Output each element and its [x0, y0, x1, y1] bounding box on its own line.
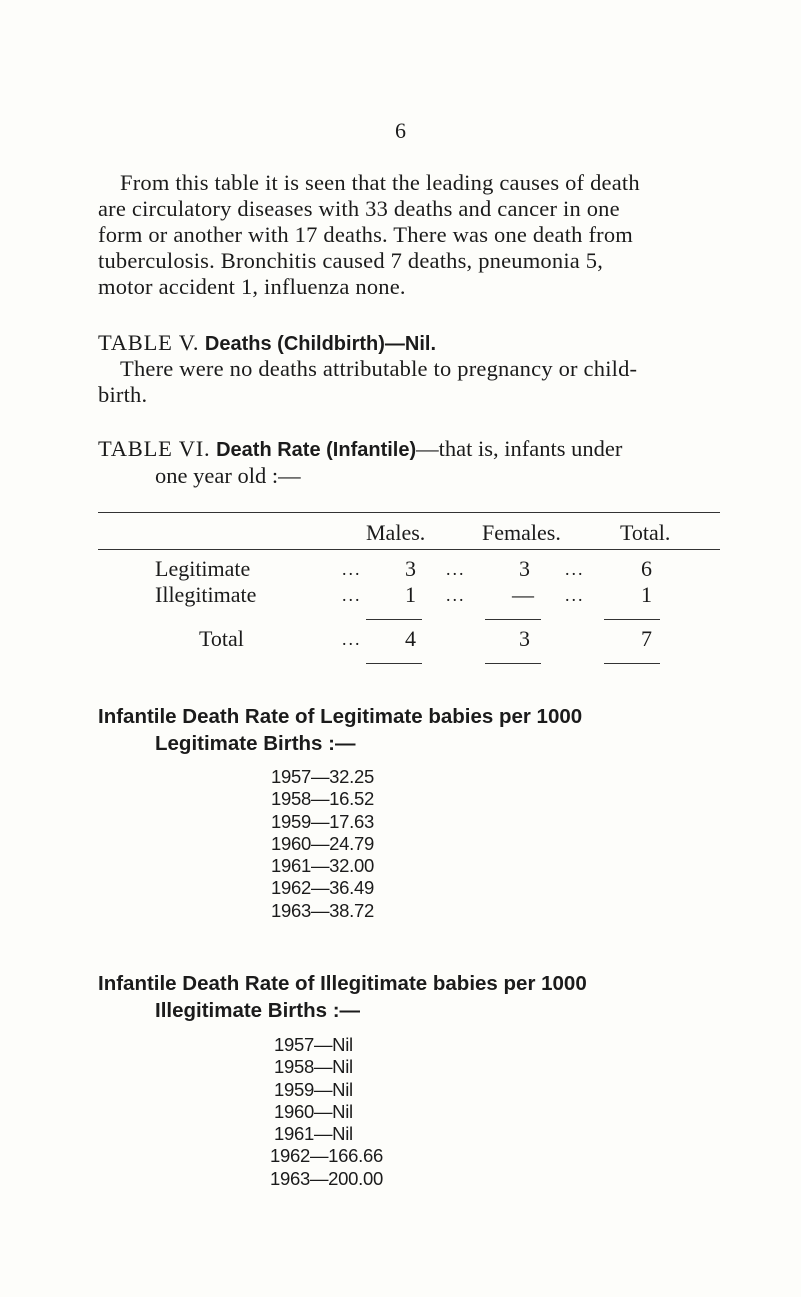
- cell-total-females: 3: [519, 626, 530, 651]
- total-rule: [366, 663, 422, 664]
- intro-paragraph: [98, 170, 723, 300]
- col-header-males: Males.: [366, 520, 426, 545]
- intro-line: tuberculosis. Bronchitis caused 7 deaths, pneumonia 5,: [98, 248, 604, 273]
- illegitimate-rate-list: [270, 1034, 383, 1190]
- table5-lead: TABLE V.: [98, 330, 200, 355]
- cell-legitimate-total: 6: [641, 556, 652, 581]
- total-rule: [485, 663, 541, 664]
- table5-text: [98, 356, 718, 408]
- table6-subline: one year old :—: [155, 463, 301, 488]
- rate-item: 1961—32.00: [271, 855, 374, 877]
- rate-item: 1962—166.66: [270, 1145, 383, 1167]
- row-label-illegitimate: Illegitimate: [155, 582, 257, 607]
- illegitimate-rate-subheading: Illegitimate Births :—: [155, 999, 361, 1022]
- page-number: 6: [395, 118, 406, 143]
- table-header-rule: [98, 549, 720, 550]
- intro-line: form or another with 17 deaths. There was one death from: [98, 222, 633, 247]
- leader-dots: ...: [342, 629, 362, 649]
- leader-dots: ...: [342, 559, 362, 579]
- rate-item: 1958—Nil: [274, 1056, 353, 1078]
- leader-dots: ...: [446, 585, 466, 605]
- rate-item: 1960—Nil: [274, 1100, 353, 1122]
- table5-text-line: There were no deaths attributable to pregnancy or child-: [120, 356, 638, 381]
- subtotal-rule: [485, 619, 541, 620]
- rate-item: 1963—200.00: [270, 1167, 383, 1189]
- intro-line: are circulatory diseases with 33 deaths and cancer in one: [98, 196, 620, 221]
- legitimate-rate-heading: Infantile Death Rate of Legitimate babies per 1000: [98, 705, 583, 728]
- cell-illegitimate-total: 1: [641, 582, 652, 607]
- col-header-total: Total.: [620, 520, 671, 545]
- rate-item: 1961—Nil: [274, 1123, 353, 1145]
- intro-line: From this table it is seen that the leading causes of death: [120, 170, 640, 195]
- rate-item: 1959—Nil: [274, 1078, 353, 1100]
- rate-item: 1960—24.79: [271, 832, 374, 854]
- cell-illegitimate-females: —: [512, 582, 534, 607]
- leader-dots: ...: [565, 585, 585, 605]
- cell-total-males: 4: [405, 626, 416, 651]
- legitimate-rate-subheading: Legitimate Births :—: [155, 732, 356, 755]
- leader-dots: ...: [342, 585, 362, 605]
- table5-text-line: birth.: [98, 382, 148, 407]
- table-top-rule: [98, 512, 720, 513]
- leader-dots: ...: [446, 559, 466, 579]
- legitimate-rate-list: [271, 766, 374, 922]
- intro-line: motor accident 1, influenza none.: [98, 274, 406, 299]
- rate-item: 1958—16.52: [271, 788, 374, 810]
- rate-item: 1959—17.63: [271, 810, 374, 832]
- table5-title: Deaths (Childbirth)—Nil.: [204, 333, 437, 355]
- cell-illegitimate-males: 1: [405, 582, 416, 607]
- row-label-legitimate: Legitimate: [155, 556, 251, 581]
- cell-legitimate-females: 3: [519, 556, 530, 581]
- leader-dots: ...: [565, 559, 585, 579]
- table6-rest: —that is, infants under: [416, 436, 623, 461]
- illegitimate-rate-heading: Infantile Death Rate of Illegitimate babies per 1000: [98, 972, 587, 995]
- table6-heading: [98, 436, 622, 463]
- subtotal-rule: [604, 619, 660, 620]
- cell-legitimate-males: 3: [405, 556, 416, 581]
- table6-lead: TABLE VI.: [98, 436, 211, 461]
- subtotal-rule: [366, 619, 422, 620]
- table6-title: Death Rate (Infantile): [216, 439, 417, 461]
- total-rule: [604, 663, 660, 664]
- col-header-females: Females.: [482, 520, 561, 545]
- rate-item: 1962—36.49: [271, 877, 374, 899]
- rate-item: 1963—38.72: [271, 899, 374, 921]
- table5-heading: [98, 330, 436, 357]
- cell-total-total: 7: [641, 626, 652, 651]
- rate-item: 1957—32.25: [271, 766, 374, 787]
- row-label-total: Total: [199, 626, 244, 651]
- rate-item: 1957—Nil: [274, 1034, 353, 1055]
